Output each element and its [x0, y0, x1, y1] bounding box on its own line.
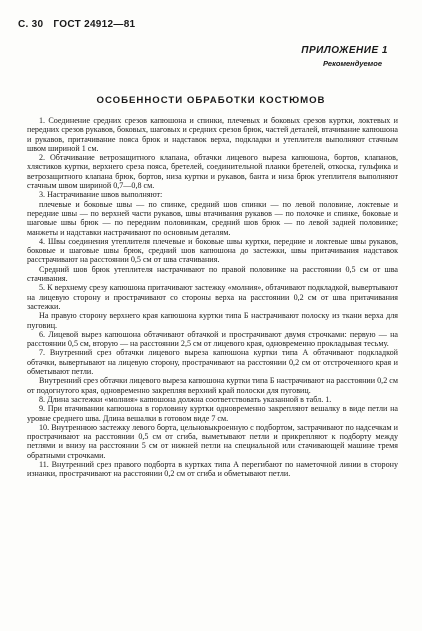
standard-designation: ГОСТ 24912—81 — [53, 19, 136, 30]
paragraph-7: 7. Внутренний срез обтачки лицевого выреза капюшона куртки типа А обтачивают подкладкой обтачки, вывертывают на лицевую сторону, прострачивают на расстоянии 0,2 см от отстроченного края и обметывают петли. — [27, 348, 398, 377]
paragraph-10: 10. Внутреннюю застежку левого борта, цельновыкроенную с подбортом, застрачивают по надсечкам и прострачивают на расстоянии 0,5 см от сгиба, выметывают петли и прикрепляют к подборту между петлями и внизу на расстоянии 5 см от нижней петли на специальной или стачивающей машине тремя обратными строчками. — [27, 422, 398, 460]
paragraph-2: 2. Обтачивание ветрозащитного клапана, обтачки лицевого выреза капюшона, бортов, клапанов, хлястиков куртки, верхнего среза пояса, бретелей, соединительной планки бретелей, откоска, гульфика и ветрозащитного клапана брюк, бортов, низа куртки и рукавов, банта и низа брюк утеплителя выполняют стачным швом шириной 0,7—0,8 см. — [27, 153, 398, 191]
paragraph-4-note: Средний шов брюк утеплителя настрачивают по правой половинке на расстоянии 0,5 см от шва стачивания. — [27, 264, 398, 284]
page-number: С. 30 — [18, 19, 44, 30]
paragraph-7-note: Внутренний срез обтачки лицевого выреза капюшона куртки типа Б настрачивают на расстоянии 0,2 см от подогнутого края, одновременно закрепляя верхний край полоски для пуговиц. — [27, 376, 398, 395]
paragraph-3-detail: плечевые и боковые швы — по спинке, средний шов спинки — по левой половине, локтевые и передние швы — по верхней части рукавов, швы втачивания рукавов — по полочке и спинке, боковые и шаговые швы брюк — по передним половинкам, средний шов брюк — по левой задней половинке; манжеты и надставки настрачивают по основным деталям. — [27, 199, 398, 237]
document-body — [27, 116, 398, 479]
paragraph-5-note: На правую сторону верхнего края капюшона куртки типа Б настрачивают полоску из ткани верха для пуговиц. — [27, 311, 398, 330]
paragraph-6: 6. Лицевой вырез капюшона обтачивают обтачкой и прострачивают двумя строчками: первую — на расстоянии 0,5 см, вторую — на расстоянии 2,5 см от лицевого края, одновременно прокладывая тесьму. — [27, 329, 398, 349]
paragraph-1: 1. Соединение средних срезов капюшона и спинки, плечевых и боковых срезов куртки, локтевых и передних срезов рукавов, боковых, шаговых и средних срезов брюк, частей деталей, втачивание капюшона и рукавов, притачивание пояса брюк и надставок верха, подкладки и утеплителя выполняют стачным швом шириной 1 см. — [27, 116, 398, 153]
paragraph-8: 8. Длина застежки «молния» капюшона должна соответствовать указанной в табл. 1. — [39, 394, 332, 404]
paragraph-11: 11. Внутренний срез правого подборта в куртках типа А перегибают по наметочной линии в сторону изнанки, прострачивают на расстоянии 0,2 см от сгиба и обметывают петли. — [27, 459, 398, 479]
section-title: ОСОБЕННОСТИ ОБРАБОТКИ КОСТЮМОВ — [96, 95, 326, 106]
running-header — [18, 19, 145, 30]
paragraph-5: 5. К верхнему срезу капюшона притачивают застежку «молния», обтачивают подкладкой, вывертывают на лицевую сторону и прострачивают со стороны верха на расстоянии 0,2 см от шва притачивания застежки. — [27, 283, 398, 311]
paragraph-3: 3. Настрачивание швов выполняют: — [39, 190, 163, 200]
paragraph-9: 9. При втачивании капюшона в горловину куртки одновременно закрепляют вешалку в виде петли на уровне среднего шва. Длина вешалки в готовом виде 7 см. — [27, 404, 398, 423]
paragraph-4: 4. Швы соединения утеплителя плечевые и боковые швы куртки, передние и локтевые швы рукавов, боковые и шаговые швы брюк, средний шов капюшона до застежки, швы притачивания надставок расстрачивают на расстоянии 0,5 см от шва стачивания. — [27, 236, 398, 265]
appendix-status: Рекомендуемое — [323, 59, 382, 68]
appendix-label: ПРИЛОЖЕНИЕ 1 — [301, 45, 388, 56]
appendix-label-block — [301, 44, 388, 70]
